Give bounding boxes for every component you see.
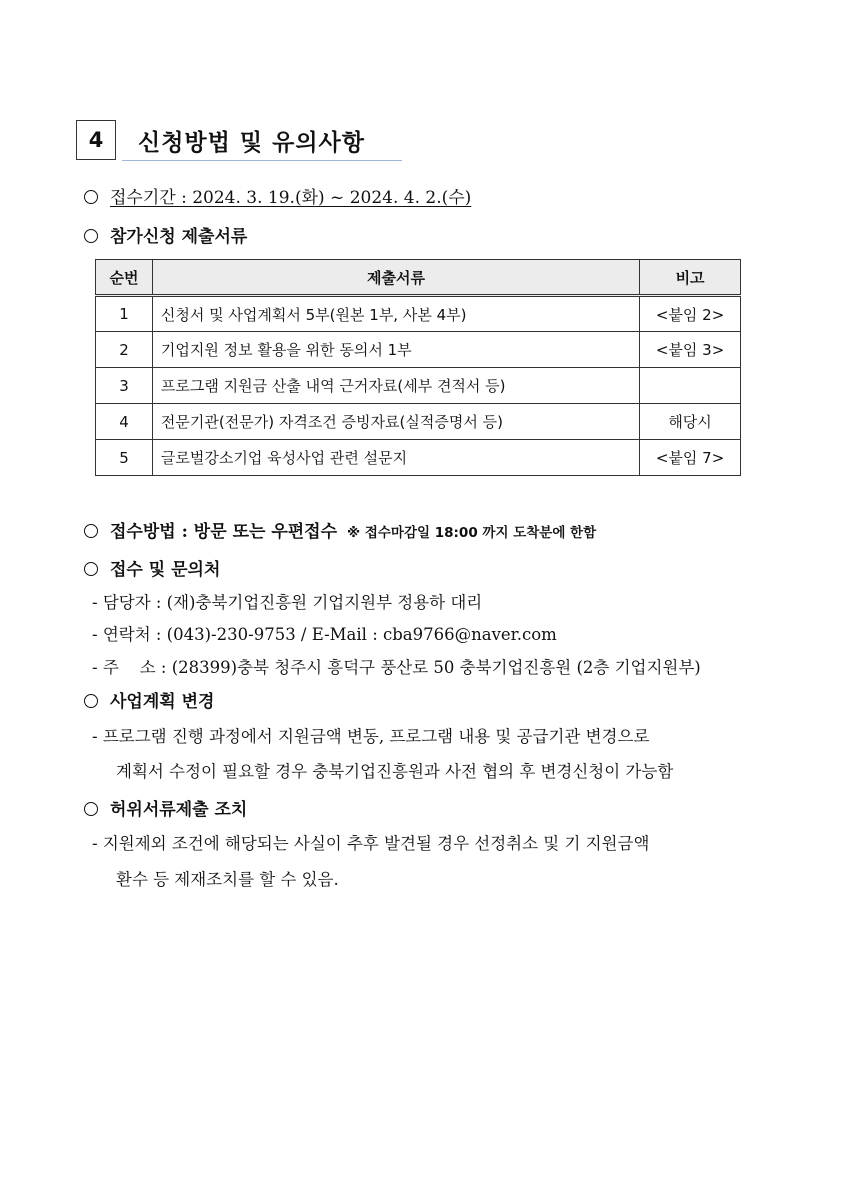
docs-heading: 참가신청 제출서류 [110, 227, 248, 247]
change-line-2: 계획서 수정이 필요할 경우 충북기업진흥원과 사전 협의 후 변경신청이 가능함 [116, 762, 674, 781]
table-row [96, 296, 741, 332]
false-docs-line-1: - 지원제외 조건에 해당되는 사실이 추후 발견될 경우 선정취소 및 기 지원금액 [92, 834, 650, 853]
row-note: <붙임 7> [640, 440, 741, 476]
row-number: 1 [96, 296, 153, 332]
false-docs-heading-line [84, 795, 247, 820]
table-row [96, 404, 741, 440]
circle-bullet-icon [84, 190, 98, 204]
row-document: 전문기관(전문가) 자격조건 증빙자료(실적증명서 등) [152, 404, 639, 440]
table-row [96, 368, 741, 404]
row-number: 2 [96, 332, 153, 368]
false-docs-heading: 허위서류제출 조치 [110, 800, 248, 820]
change-heading-line [84, 687, 214, 712]
section-number-box: 4 [76, 120, 116, 160]
table-row [96, 440, 741, 476]
documents-table [95, 259, 741, 476]
period-line [84, 183, 471, 208]
change-line-1: - 프로그램 진행 과정에서 지원금액 변동, 프로그램 내용 및 공급기관 변경으로 [92, 727, 650, 746]
column-header-doc: 제출서류 [152, 260, 639, 296]
change-heading: 사업계획 변경 [110, 692, 215, 712]
row-number: 5 [96, 440, 153, 476]
table-row [96, 332, 741, 368]
row-document: 프로그램 지원금 산출 내역 근거자료(세부 견적서 등) [152, 368, 639, 404]
column-header-note: 비고 [640, 260, 741, 296]
row-note: <붙임 2> [640, 296, 741, 332]
row-document: 신청서 및 사업계획서 5부(원본 1부, 사본 4부) [152, 296, 639, 332]
contact-heading-line [84, 555, 220, 580]
column-header-no: 순번 [96, 260, 153, 296]
row-note: <붙임 3> [640, 332, 741, 368]
row-note [640, 368, 741, 404]
method-line [84, 517, 596, 542]
circle-bullet-icon [84, 229, 98, 243]
contact-phone: - 연락처 : (043)-230-9753 / E-Mail : cba9766@naver.com [92, 625, 557, 644]
section-title: 신청방법 및 유의사항 [138, 130, 365, 156]
section-header [76, 120, 402, 162]
section-title-underline [122, 160, 402, 161]
circle-bullet-icon [84, 524, 98, 538]
contact-person: - 담당자 : (재)충북기업진흥원 기업지원부 정용하 대리 [92, 593, 483, 612]
docs-heading-line [84, 222, 247, 247]
row-document: 기업지원 정보 활용을 위한 동의서 1부 [152, 332, 639, 368]
method-text: 접수방법 : 방문 또는 우편접수 [110, 522, 338, 542]
row-number: 3 [96, 368, 153, 404]
circle-bullet-icon [84, 562, 98, 576]
table-header-row [96, 260, 741, 296]
circle-bullet-icon [84, 802, 98, 816]
contact-address: - 주 소 : (28399)충북 청주시 흥덕구 풍산로 50 충북기업진흥원 (2층 기업지원부) [92, 658, 701, 677]
circle-bullet-icon [84, 694, 98, 708]
contact-heading: 접수 및 문의처 [110, 560, 221, 580]
row-note: 해당시 [640, 404, 741, 440]
row-document: 글로벌강소기업 육성사업 관련 설문지 [152, 440, 639, 476]
period-text: 접수기간 : 2024. 3. 19.(화) ~ 2024. 4. 2.(수) [110, 188, 472, 208]
method-note: ※ 접수마감일 18:00 까지 도착분에 한함 [347, 525, 597, 541]
row-number: 4 [96, 404, 153, 440]
false-docs-line-2: 환수 등 제재조치를 할 수 있음. [116, 870, 339, 889]
